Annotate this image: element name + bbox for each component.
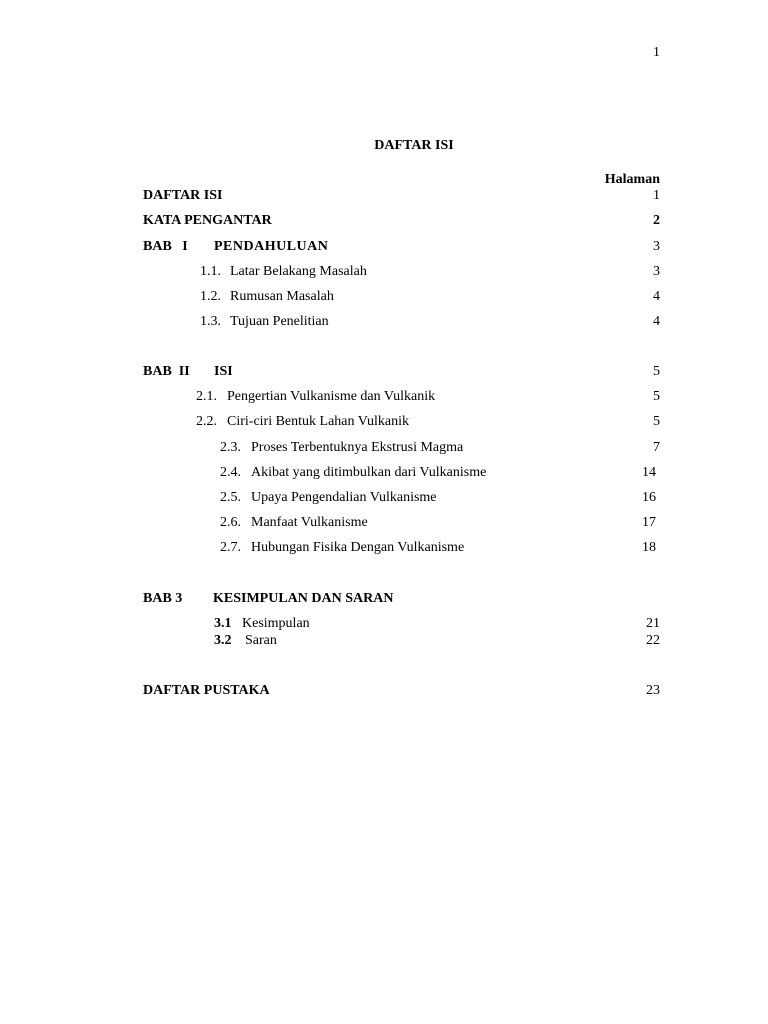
toc-entry-page: 5 bbox=[653, 389, 660, 404]
toc-subentry-number: 2.2. bbox=[196, 414, 217, 429]
toc-subentry-number: 3.2 bbox=[214, 633, 232, 648]
toc-chapter-label: KESIMPULAN DAN SARAN bbox=[213, 591, 394, 606]
toc-subentry-label: Kesimpulan bbox=[242, 616, 310, 631]
toc-entry-page: 21 bbox=[646, 616, 660, 631]
halaman-header: Halaman bbox=[604, 172, 660, 187]
toc-entry-page: 3 bbox=[653, 264, 660, 279]
toc-subentry-number: 2.3. bbox=[220, 440, 241, 455]
toc-entry-page: 1 bbox=[653, 188, 660, 203]
toc-subentry-label: Ciri-ciri Bentuk Lahan Vulkanik bbox=[227, 414, 410, 429]
toc-chapter-number: BAB II bbox=[143, 364, 190, 379]
toc-subentry-number: 2.1. bbox=[196, 389, 217, 404]
toc-subentry-number: 1.1. bbox=[200, 264, 221, 279]
toc-subentry-label: Saran bbox=[245, 633, 277, 648]
toc-chapter-label: ISI bbox=[214, 364, 233, 379]
toc-subentry-number: 1.3. bbox=[200, 314, 221, 329]
toc-entry-page: 7 bbox=[653, 440, 660, 455]
toc-subentry-number: 2.6. bbox=[220, 515, 241, 530]
toc-subentry-number: 2.5. bbox=[220, 490, 241, 505]
toc-subentry-number: 1.2. bbox=[200, 289, 221, 304]
toc-entry-page: 14 bbox=[642, 465, 656, 480]
toc-entry-label: DAFTAR ISI bbox=[143, 188, 223, 203]
toc-entry-page: 4 bbox=[653, 289, 660, 304]
toc-entry-page: 5 bbox=[653, 414, 660, 429]
toc-subentry-label: Tujuan Penelitian bbox=[230, 314, 329, 329]
toc-subentry-label: Manfaat Vulkanisme bbox=[251, 515, 368, 530]
toc-subentry-label: Pengertian Vulkanisme dan Vulkanik bbox=[227, 389, 436, 404]
toc-subentry-label: Latar Belakang Masalah bbox=[230, 264, 367, 279]
toc-subentry-number: 2.4. bbox=[220, 465, 241, 480]
toc-chapter-label: PENDAHULUAN bbox=[214, 239, 329, 254]
toc-entry-page: 17 bbox=[642, 515, 656, 530]
toc-subentry-label: Proses Terbentuknya Ekstrusi Magma bbox=[251, 440, 464, 455]
page-number: 1 bbox=[653, 45, 660, 60]
toc-subentry-number: 3.1 bbox=[214, 616, 232, 631]
toc-entry-page: 23 bbox=[646, 683, 660, 698]
toc-entry-page: 4 bbox=[653, 314, 660, 329]
toc-subentry-number: 2.7. bbox=[220, 540, 241, 555]
toc-entry-page: 2 bbox=[653, 213, 660, 228]
page-title: DAFTAR ISI bbox=[374, 138, 454, 153]
toc-entry-page: 5 bbox=[653, 364, 660, 379]
toc-entry-label: KATA PENGANTAR bbox=[143, 213, 272, 228]
toc-entry-page: 18 bbox=[642, 540, 656, 555]
toc-entry-page: 16 bbox=[642, 490, 656, 505]
toc-entry-label: DAFTAR PUSTAKA bbox=[143, 683, 270, 698]
toc-chapter-number: BAB I bbox=[143, 239, 188, 254]
toc-entry-page: 22 bbox=[646, 633, 660, 648]
toc-subentry-label: Rumusan Masalah bbox=[230, 289, 334, 304]
toc-subentry-label: Akibat yang ditimbulkan dari Vulkanisme bbox=[251, 465, 487, 480]
toc-subentry-label: Upaya Pengendalian Vulkanisme bbox=[251, 490, 437, 505]
toc-chapter-number: BAB 3 bbox=[143, 591, 183, 606]
toc-entry-page: 3 bbox=[653, 239, 660, 254]
toc-subentry-label: Hubungan Fisika Dengan Vulkanisme bbox=[251, 540, 465, 555]
